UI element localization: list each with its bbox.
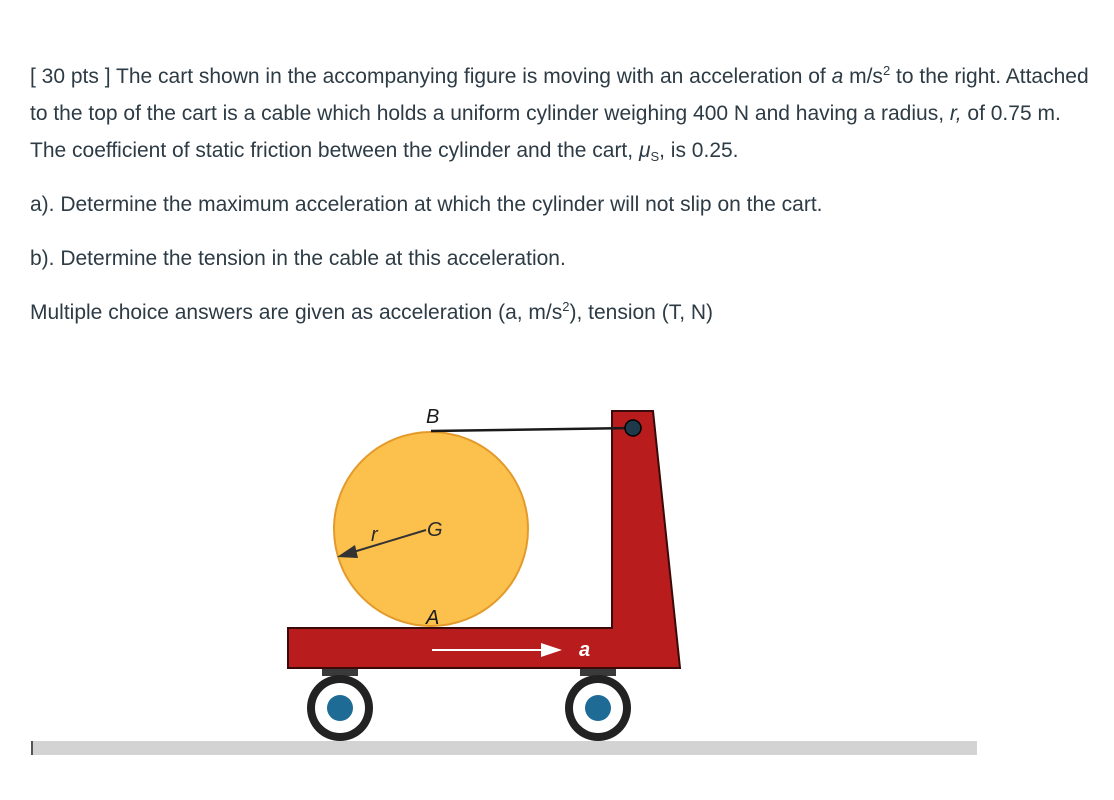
- multiple-choice-note: Multiple choice answers are given as acceleration (a, $m/s^2$), tension (T, N): [30, 299, 714, 324]
- wheel-right: [565, 675, 631, 741]
- mu-symbol: μ: [638, 139, 651, 162]
- part-b-text: b). Determine the tension in the cable at this acceleration.: [30, 247, 566, 270]
- label-A: A: [426, 607, 440, 629]
- wheel-left: [307, 675, 373, 741]
- cable-anchor: [625, 420, 641, 436]
- label-G: G: [427, 519, 443, 541]
- var-a: a: [831, 65, 844, 88]
- var-r: r,: [949, 102, 962, 125]
- part-a-text: a). Determine the maximum acceleration at which the cylinder will not slip on the cart.: [30, 193, 823, 216]
- label-a: a: [579, 639, 591, 661]
- ground: [32, 741, 977, 755]
- problem-statement: [ 30 pts ] The cart shown in the accompanying figure is moving with an acceleration of a $m/s^2$ to the right. Attached to the top of the cart is a cable which holds a uniform cylinder weighing 400 N and having a radius, r, of 0.75 m. The coefficient of static friction between the cylinder and the cart, $\mu_S$, is 0.25.: [30, 63, 1089, 164]
- label-B: B: [426, 406, 440, 428]
- axle-right: [580, 668, 616, 676]
- cable: [431, 428, 633, 431]
- axle-left: [322, 668, 358, 676]
- points-label: [ 30 pts ]: [30, 65, 111, 88]
- label-r: r: [371, 524, 378, 546]
